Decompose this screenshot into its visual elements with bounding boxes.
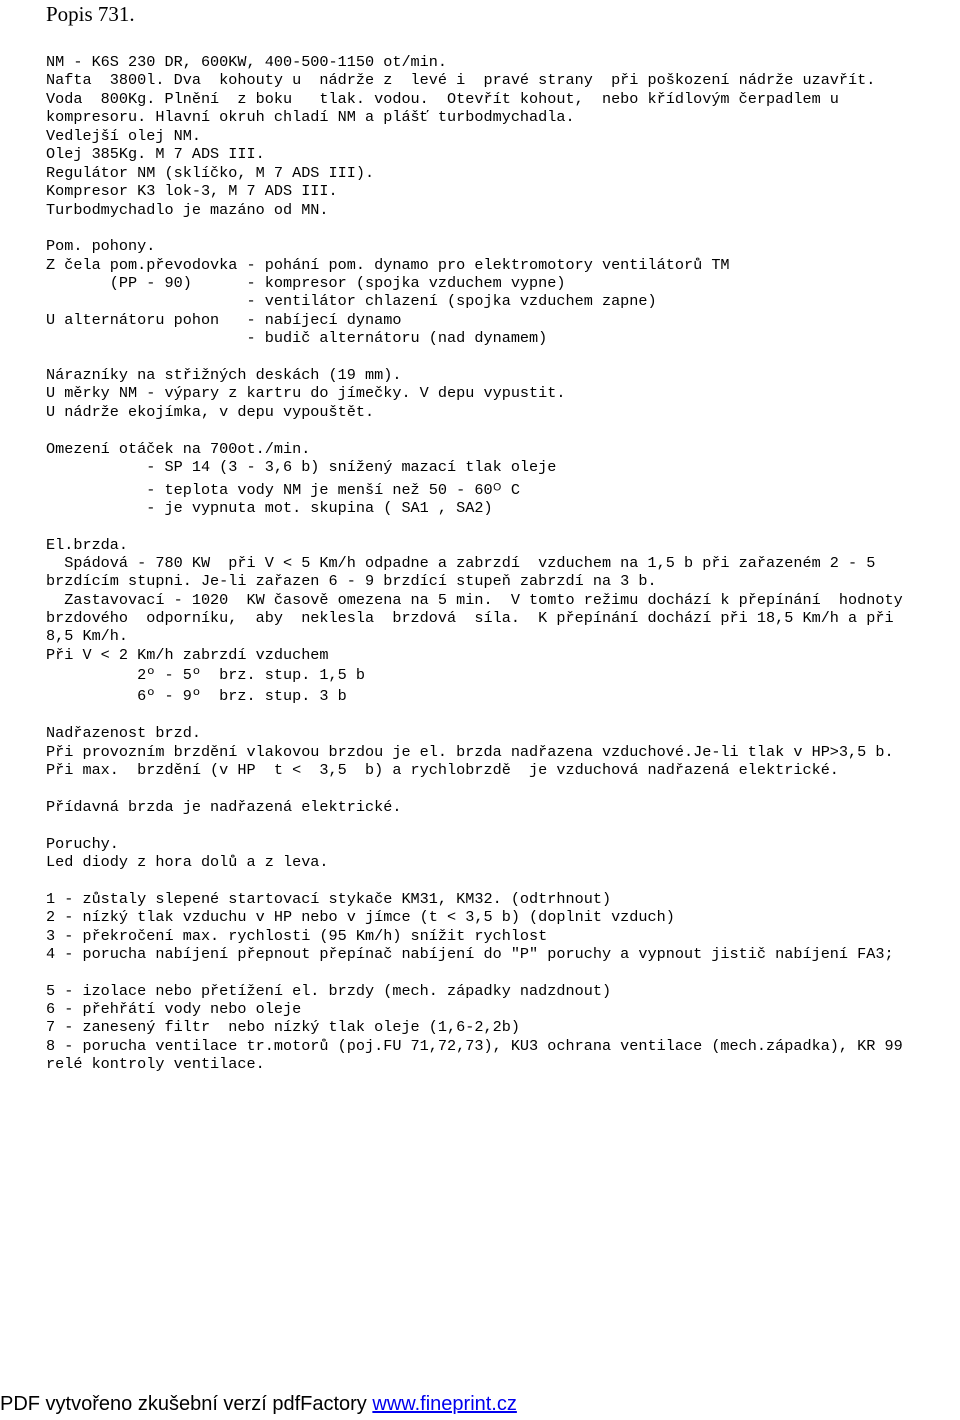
text-line: Při max. brzdění (v HP t < 3,5 b) a rychlobrzdě je vzduchová nadřazená elektrické. (46, 761, 839, 779)
text-line: El.brzda. (46, 536, 129, 554)
text-line: 7 - zanesený filtr nebo nízký tlak oleje (1,6-2,2b) (46, 1018, 520, 1036)
text-line: U nádrže ekojímka, v depu vypouštět. (46, 403, 375, 421)
text-line: 2 - nízký tlak vzduchu v HP nebo v jímce (t < 3,5 b) (doplnit vzduch) (46, 908, 675, 926)
text-line: brzdového odporníku, aby neklesla brzdová síla. K přepínání dochází při 18,5 Km/h a při (46, 609, 894, 627)
text-line: - teplota vody NM je menší než 50 - 60ᴼ C (46, 481, 520, 499)
text-line: 8 - porucha ventilace tr.motorů (poj.FU 71,72,73), KU3 ochrana ventilace (mech.západka), KR 99 (46, 1037, 903, 1055)
text-line: Pom. pohony. (46, 237, 156, 255)
text-line: Poruchy. (46, 835, 119, 853)
text-line: Spádová - 780 KW při V < 5 Km/h odpadne a zabrzdí vzduchem na 1,5 b při zařazeném 2 - 5 (46, 554, 876, 572)
page-title: Popis 731. (46, 2, 135, 26)
text-line: kompresoru. Hlavní okruh chladí NM a plášť turbodmychadla. (46, 108, 575, 126)
text-line: U měrky NM - výpary z kartru do jímečky. V depu vypustit. (46, 384, 566, 402)
text-line: 4 - porucha nabíjení přepnout přepínač nabíjení do "P" poruchy a vypnout jistič nabíjení FA3; (46, 945, 894, 963)
text-line: Z čela pom.převodovka - pohání pom. dynamo pro elektromotory ventilátorů TM (46, 256, 730, 274)
text-line: 5 - izolace nebo přetížení el. brzdy (mech. západky nadzdnout) (46, 982, 612, 1000)
text-line: Při provozním brzdění vlakovou brzdou je el. brzda nadřazena vzduchové.Je-li tlak v HP>3,5 b. (46, 743, 894, 761)
text-line: Regulátor NM (sklíčko, M 7 ADS III). (46, 164, 375, 182)
text-line: Přídavná brzda je nadřazená elektrické. (46, 798, 402, 816)
text-line: 6º - 9º brz. stup. 3 b (46, 687, 347, 705)
text-line: Voda 800Kg. Plnění z boku tlak. vodou. Otevřít kohout, nebo křídlovým čerpadlem u (46, 90, 839, 108)
text-line: Nadřazenost brzd. (46, 724, 201, 742)
text-line: 8,5 Km/h. (46, 627, 129, 645)
text-line: 1 - zůstaly slepené startovací stykače KM31, KM32. (odtrhnout) (46, 890, 612, 908)
text-line: U alternátoru pohon - nabíjecí dynamo (46, 311, 402, 329)
text-line: 6 - přehřátí vody nebo oleje (46, 1000, 302, 1018)
text-line: Nafta 3800l. Dva kohouty u nádrže z levé i pravé strany při poškození nádrže uzavřít. (46, 71, 876, 89)
text-line: NM - K6S 230 DR, 600KW, 400-500-1150 ot/min. (46, 53, 448, 71)
text-line: relé kontroly ventilace. (46, 1055, 265, 1073)
text-line: - je vypnuta mot. skupina ( SA1 , SA2) (46, 499, 493, 517)
footer-text: PDF vytvořeno zkušební verzí pdfFactory (0, 1393, 373, 1415)
text-line: Kompresor K3 lok-3, M 7 ADS III. (46, 182, 338, 200)
text-line: Nárazníky na střižných deskách (19 mm). (46, 366, 402, 384)
text-line: Turbodmychadlo je mazáno od MN. (46, 201, 329, 219)
text-line: Při V < 2 Km/h zabrzdí vzduchem (46, 646, 329, 664)
text-line: - budič alternátoru (nad dynamem) (46, 329, 548, 347)
text-line: Vedlejší olej NM. (46, 127, 201, 145)
text-line: 3 - překročení max. rychlosti (95 Km/h) snížit rychlost (46, 927, 548, 945)
text-line: Zastavovací - 1020 KW časově omezena na 5 min. V tomto režimu dochází k přepínání hodnoty (46, 591, 903, 609)
pdf-footer (0, 1392, 517, 1416)
text-line: Led diody z hora dolů a z leva. (46, 853, 329, 871)
text-line: brzdícím stupni. Je-li zařazen 6 - 9 brzdící stupeň zabrzdí na 3 b. (46, 572, 657, 590)
text-line: (PP - 90) - kompresor (spojka vzduchem vypne) (46, 274, 566, 292)
text-line: Olej 385Kg. M 7 ADS III. (46, 145, 265, 163)
text-line: - SP 14 (3 - 3,6 b) snížený mazací tlak oleje (46, 458, 557, 476)
text-line: - ventilátor chlazení (spojka vzduchem zapne) (46, 292, 657, 310)
text-line: Omezení otáček na 700ot./min. (46, 440, 311, 458)
fineprint-link[interactable]: www.fineprint.cz (372, 1393, 517, 1415)
text-line: 2º - 5º brz. stup. 1,5 b (46, 666, 365, 684)
